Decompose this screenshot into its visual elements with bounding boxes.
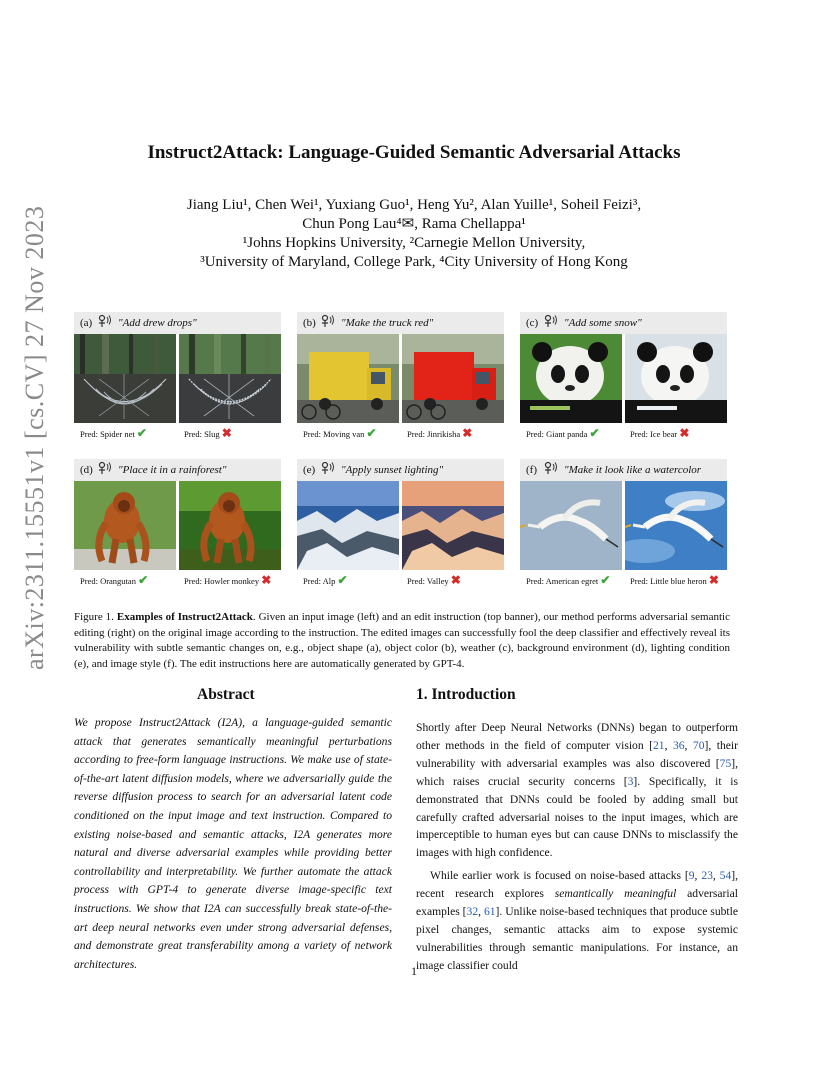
cross-icon: ✖ [450, 573, 461, 587]
instruction-banner: (c) "Add some snow" [520, 312, 727, 334]
cross-icon: ✖ [679, 426, 690, 440]
instruction-banner: (e) "Apply sunset lighting" [297, 459, 504, 481]
left-prediction: Pred: Orangutan ✔ [80, 573, 149, 587]
edited-image [402, 481, 504, 570]
instruction-banner: (b) "Make the truck red" [297, 312, 504, 334]
edited-image [625, 481, 727, 570]
edited-image [402, 334, 504, 423]
panel-d [74, 459, 281, 594]
instruction-banner: (d) "Place it in a rainforest" [74, 459, 281, 481]
intro-paragraph-1: Shortly after Deep Neural Networks (DNNs) began to outperform other methods in the field of computer vision [21, 36, 70], their vulnerability with adversarial examples was also discovered [75], which raises crucial security concerns [3]. Specifically, it is demonstrated that DNNs could be fooled by adding small but carefully crafted adversarial noises to the input images, which are imperceptible to human eyes but can cause DNNs to misclassify the images with high confidence. [416, 721, 738, 860]
edited-image [179, 481, 281, 570]
panel-e [297, 459, 504, 594]
instruction-banner [74, 312, 281, 334]
right-prediction: Pred: Little blue heron ✖ [630, 573, 719, 587]
original-image [74, 334, 176, 423]
original-image [74, 481, 176, 570]
right-prediction: Pred: Howler monkey ✖ [184, 573, 272, 587]
check-icon: ✔ [366, 426, 377, 440]
left-prediction: Pred: Giant panda ✔ [526, 426, 600, 440]
affiliations-line-1: ¹Johns Hopkins University, ²Carnegie Mellon University, [242, 235, 586, 251]
introduction-heading: 1. Introduction [416, 686, 516, 703]
instruction-banner: (f) "Make it look like a watercolor [520, 459, 727, 481]
instruction-text: "Add drew drops" [118, 317, 197, 329]
original-image [520, 481, 622, 570]
figure-caption: Figure 1. Examples of Instruct2Attack. Given an input image (left) and an edit instruction (top banner), our method performs adversarial semantic editing (right) on the original image according to the instruction. The edited images can successfully fool the deep classifier and effectively reveal its vulnerability with subtle semantic changes on, e.g., object shape (a), object color (b), weather (c), background environment (d), lighting condition (e), and image style (f). The edit instructions here are automatically generated by GPT-4. [74, 611, 730, 670]
left-prediction: Pred: Moving van ✔ [303, 426, 377, 440]
left-prediction: Pred: Alp ✔ [303, 573, 348, 587]
edited-image [625, 334, 727, 423]
introduction-text [416, 719, 738, 975]
left-prediction: Pred: American egret ✔ [526, 573, 611, 587]
panel-b [297, 312, 504, 447]
figure-1 [74, 312, 728, 596]
panel-f [520, 459, 727, 594]
affiliations-line-2: ³University of Maryland, College Park, ⁴City University of Hong Kong [200, 254, 628, 270]
left-prediction: Pred: Spider net ✔ [80, 426, 147, 440]
check-icon: ✔ [136, 426, 147, 440]
right-prediction: Pred: Ice bear ✖ [630, 426, 690, 440]
cross-icon: ✖ [708, 573, 719, 587]
authors-line-2: Chun Pong Lau⁴✉, Rama Chellappa¹ [302, 216, 526, 232]
original-image [520, 334, 622, 423]
panel-a [74, 312, 281, 447]
right-prediction: Pred: Valley ✖ [407, 573, 461, 587]
paper-title: Instruct2Attack: Language-Guided Semantic Adversarial Attacks [147, 142, 681, 163]
check-icon: ✔ [600, 573, 611, 587]
edited-image [179, 334, 281, 423]
check-icon: ✔ [589, 426, 600, 440]
abstract-heading: Abstract [197, 686, 255, 703]
abstract-text: We propose Instruct2Attack (I2A), a language-guided semantic attack that generates semantically meaningful perturbations according to free-form language instructions. We make use of state-of-the-art latent diffusion models, where we adversarially guide the reverse diffusion process to search for an adversarial latent code conditioned on the input image and text instruction. Compared to existing noise-based and semantic attacks, I2A generates more natural and diverse adversarial examples while providing better controllability and interpretability. We further automate the attack process with GPT-4 to generate diverse image-specific text instructions. We show that I2A can successfully break state-of-the-art deep neural networks even under strong adversarial defenses, and demonstrate great transferability among a variety of network architectures. [74, 716, 392, 971]
panel-tag: (a) [80, 317, 93, 329]
cross-icon: ✖ [221, 426, 232, 440]
original-image [297, 334, 399, 423]
panel-c [520, 312, 727, 447]
arxiv-stamp: arXiv:2311.15551v1 [cs.CV] 27 Nov 2023 [20, 205, 49, 670]
check-icon: ✔ [337, 573, 348, 587]
original-image [297, 481, 399, 570]
authors-line-1: Jiang Liu¹, Chen Wei¹, Yuxiang Guo¹, Heng Yu², Alan Yuille¹, Soheil Feizi³, [186, 197, 642, 213]
cross-icon: ✖ [462, 426, 473, 440]
page-number: 1 [411, 964, 417, 978]
intro-paragraph-2: While earlier work is focused on noise-based attacks [9, 23, 54], recent research explores semantically meaningful adversarial examples [32, 61]. Unlike noise-based techniques that produce subtle pixel changes, semantic attacks aim to expose systemic vulnerabilities through semantic manipulations. For instance, an image classifier could [416, 869, 739, 972]
right-prediction: Pred: Slug ✖ [184, 426, 232, 440]
right-prediction: Pred: Jinrikisha ✖ [407, 426, 473, 440]
check-icon: ✔ [138, 573, 149, 587]
cross-icon: ✖ [261, 573, 272, 587]
